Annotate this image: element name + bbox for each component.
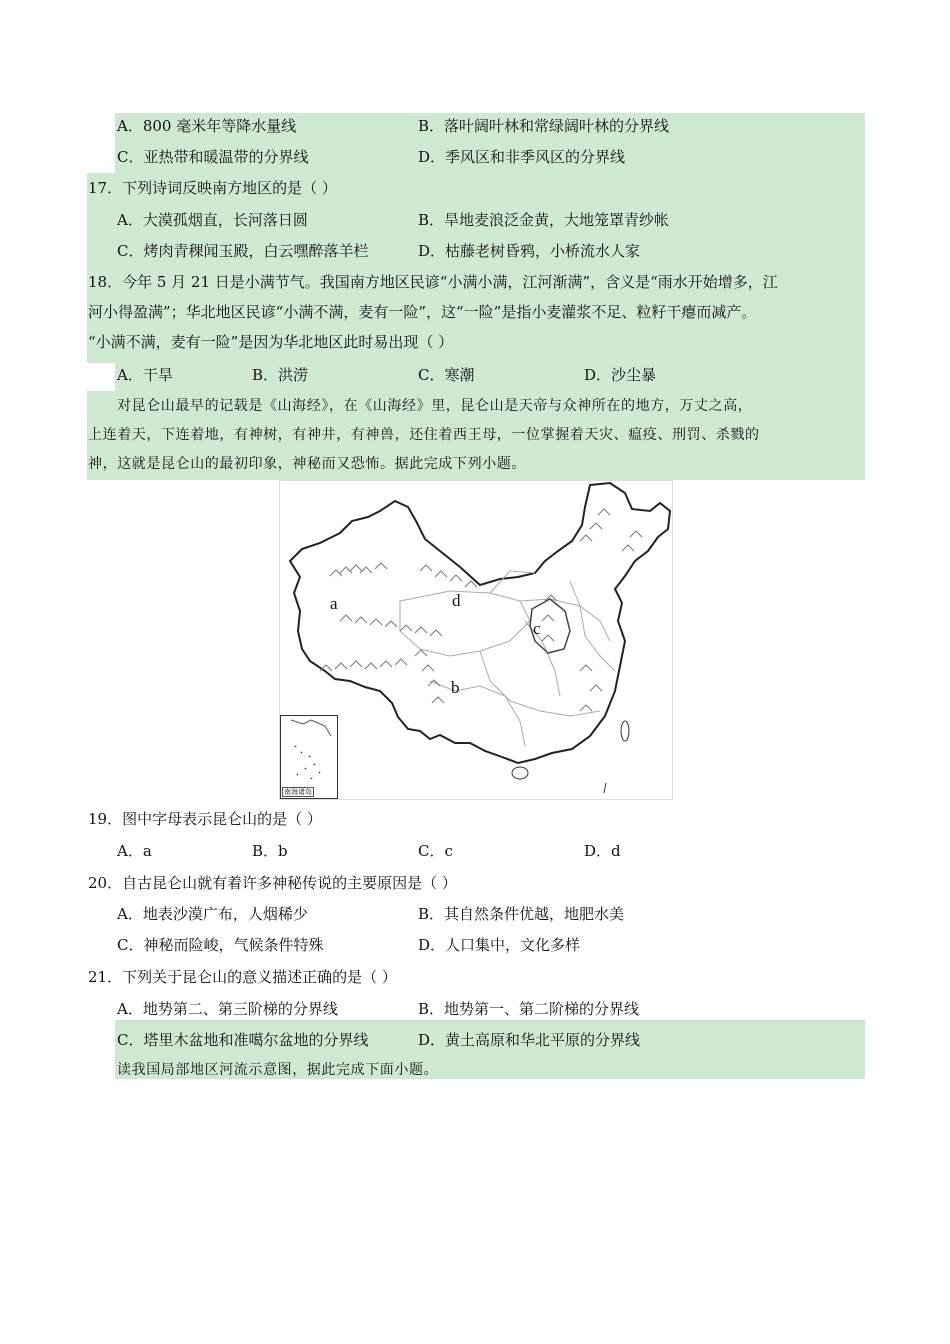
- q21-option-b: B．地势第一、第二阶梯的分界线: [418, 1000, 640, 1018]
- q20-option-c: C．神秘而险峻，气候条件特殊: [117, 936, 324, 954]
- q17-option-b: B．旱地麦浪泛金黄，大地笼罩青纱帐: [418, 211, 670, 229]
- q21-option-a: A．地势第二、第三阶梯的分界线: [117, 1000, 338, 1018]
- china-map-drawing: [280, 481, 672, 799]
- map-label-c: c: [533, 619, 541, 638]
- highlight-band: [115, 363, 865, 391]
- q18-option-d: D．沙尘暴: [584, 366, 657, 384]
- q17-stem: 17．下列诗词反映南方地区的是（ ）: [88, 179, 337, 197]
- inset-label: 南海诸岛: [284, 788, 312, 796]
- q21-option-d: D．黄土高原和华北平原的分界线: [418, 1031, 641, 1049]
- q17-option-c: C．烤肉青稞闻玉殿，白云嘿醉落羊栏: [117, 242, 369, 260]
- q16-option-a: A．800 毫米年等降水量线: [117, 117, 297, 135]
- q18-stem-line3: “小满不满，麦有一险”是因为华北地区此时易出现（ ）: [88, 333, 454, 351]
- passage-line3: 神，这就是昆仑山的最初印象，神秘而又恐怖。据此完成下列小题。: [88, 456, 526, 472]
- q16-option-b: B．落叶阔叶林和常绿阔叶林的分界线: [418, 117, 670, 135]
- map-label-d: d: [452, 591, 461, 610]
- q21-option-c: C．塔里木盆地和准噶尔盆地的分界线: [117, 1031, 369, 1049]
- q18-option-c: C．寒潮: [418, 366, 475, 384]
- q19-option-c: C．c: [418, 842, 453, 860]
- q19-option-a: A．a: [117, 842, 152, 860]
- q18-stem-line1: 18．今年 5 月 21 日是小满节气。我国南方地区民谚“小满小满，江河渐满”，含义是“雨水开始增多，江: [88, 273, 778, 291]
- south-china-sea-inset: [280, 715, 338, 799]
- q16-option-c: C．亚热带和暖温带的分界线: [117, 148, 309, 166]
- q17-option-a: A．大漠孤烟直，长河落日圆: [117, 211, 308, 229]
- q16-option-d: D．季风区和非季风区的分界线: [418, 148, 626, 166]
- q19-option-b: B．b: [252, 842, 288, 860]
- map-label-b: b: [451, 678, 460, 697]
- q18-option-b: B．洪涝: [252, 366, 309, 384]
- q19-stem: 19．图中字母表示昆仑山的是（ ）: [88, 810, 322, 828]
- q18-stem-line2: 河小得盈满”；华北地区民谚“小满不满，麦有一险”，这“一险”是指小麦灌浆不足、粒籽干瘪而减产。: [88, 303, 757, 321]
- q20-stem: 20．自古昆仑山就有着许多神秘传说的主要原因是（ ）: [88, 874, 457, 892]
- q21-stem: 21．下列关于昆仑山的意义描述正确的是（ ）: [88, 968, 397, 986]
- passage-line1: 对昆仑山最早的记载是《山海经》，在《山海经》里，昆仑山是天帝与众神所在的地方，万丈之高，: [117, 398, 753, 414]
- q19-option-d: D．d: [584, 842, 621, 860]
- next-passage-intro: 读我国局部地区河流示意图，据此完成下面小题。: [117, 1062, 439, 1078]
- q18-option-a: A．干旱: [117, 366, 173, 384]
- china-map-figure: [279, 480, 673, 800]
- map-label-a: a: [330, 594, 338, 613]
- q20-option-a: A．地表沙漠广布，人烟稀少: [117, 905, 308, 923]
- q20-option-b: B．其自然条件优越，地肥水美: [418, 905, 625, 923]
- passage-line2: 上连着天，下连着地，有神树，有神井，有神兽，还住着西王母，一位掌握着天灾、瘟疫、刑罚、杀戮的: [88, 427, 760, 443]
- q20-option-d: D．人口集中，文化多样: [418, 936, 581, 954]
- q17-option-d: D．枯藤老树昏鸦，小桥流水人家: [418, 242, 641, 260]
